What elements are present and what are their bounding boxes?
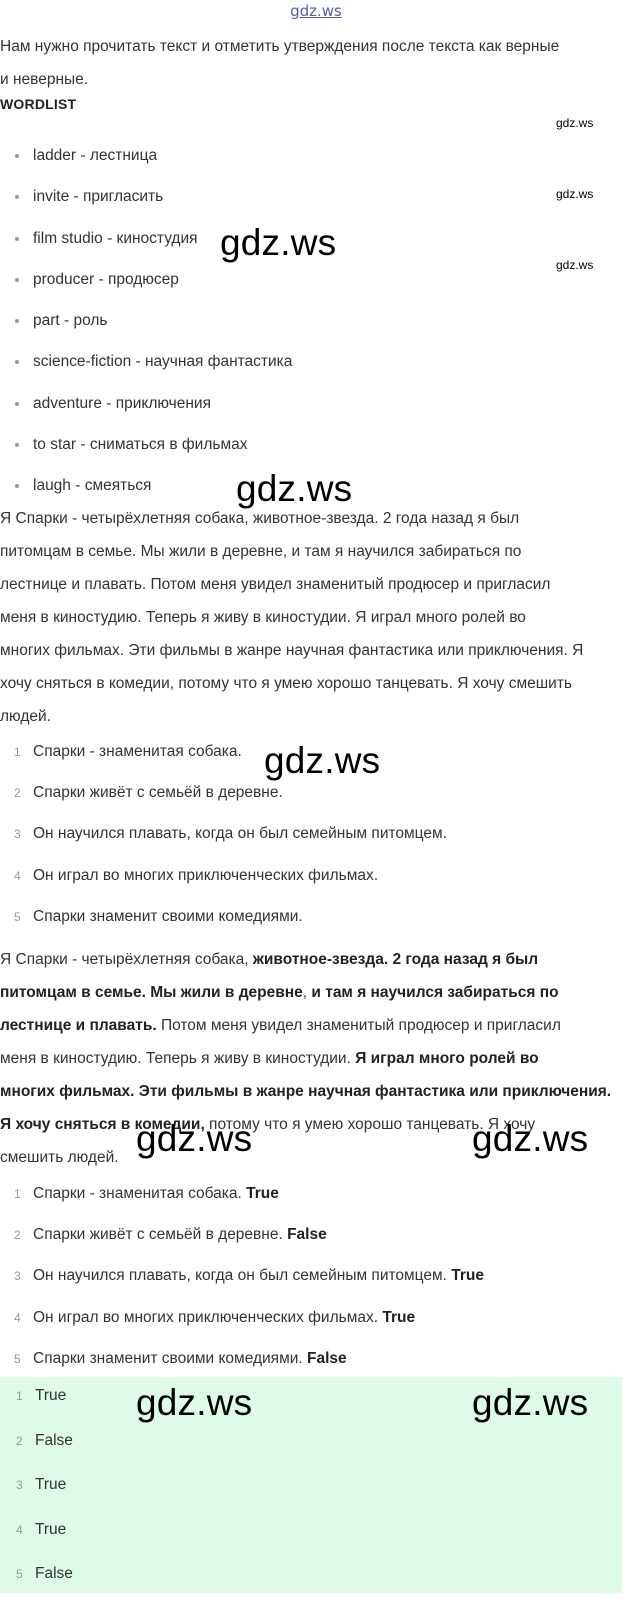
bold-fragment: животное-звезда. 2 года назад я был [252, 951, 539, 968]
answer-value: True [35, 1520, 67, 1538]
statement-item [0, 857, 447, 898]
bold-fragment: и там я научился забираться по [311, 984, 559, 1001]
answer-number: 1 [16, 1389, 23, 1403]
wordlist-item-text: part - роль [33, 312, 108, 330]
statement-number: 4 [14, 868, 21, 883]
watermark: gdz.ws [556, 116, 594, 130]
text-line [0, 1075, 628, 1108]
bullet-icon [15, 443, 19, 447]
wordlist [0, 137, 292, 509]
wordlist-item-text: laugh - смеяться [33, 477, 152, 495]
answer-number: 2 [16, 1433, 23, 1448]
statement-answer: True [451, 1267, 484, 1285]
answer-value: False [35, 1431, 73, 1449]
marked-statement-item [0, 1257, 484, 1298]
watermark: gdz.ws [236, 468, 353, 509]
text-line: многих фильмах. Эти фильмы в жанре научная фантастика или приключения. Я [0, 642, 584, 659]
bullet-icon [15, 319, 19, 323]
wordlist-item [0, 137, 292, 178]
statement-text: Он играл во многих приключенческих фильмах. [33, 866, 379, 884]
marked-statement-item [0, 1340, 484, 1381]
intro-line: Нам нужно прочитать текст и отметить утверждения после текста как верные [0, 38, 560, 55]
plain-fragment: Я Спарки - четырёхлетняя собака, [0, 951, 253, 968]
bold-fragment: Я хочу сняться в комедии, [0, 1116, 205, 1133]
bullet-icon [15, 484, 19, 488]
wordlist-item-text: to star - сниматься в фильмах [33, 436, 248, 454]
bullet-icon [15, 237, 19, 241]
marked-statement-item [0, 1216, 484, 1257]
text-line [0, 943, 628, 976]
answer-item [0, 1469, 73, 1514]
watermark: gdz.ws [556, 187, 594, 201]
statement-item [0, 898, 447, 939]
watermark: gdz.ws [136, 1118, 253, 1159]
answer-value: True [35, 1476, 67, 1493]
answers-list [0, 1380, 73, 1603]
text-line: лестнице и плавать. Потом меня увидел знаменитый продюсер и пригласил [0, 576, 551, 593]
wordlist-item-text: film studio - киностудия [33, 229, 198, 247]
intro-line: и неверные. [0, 71, 89, 88]
wordlist-item [0, 261, 292, 302]
watermark: gdz.ws [220, 222, 337, 263]
answer-item [0, 1425, 73, 1470]
watermark: gdz.ws [472, 1382, 589, 1423]
bullet-icon [15, 154, 19, 158]
statement-number: 4 [14, 1310, 21, 1325]
text-line: Я Спарки - четырёхлетняя собака, животное-звезда. 2 года назад я был [0, 510, 520, 527]
wordlist-item-text: adventure - приключения [33, 394, 211, 412]
top-watermark-link[interactable]: gdz.ws [290, 2, 342, 20]
plain-fragment: Потом меня увидел знаменитый продюсер и пригласил [156, 1017, 561, 1034]
wordlist-item-text: science-fiction - научная фантастика [33, 353, 293, 371]
answer-value: False [35, 1565, 73, 1582]
statement-text: Спарки знаменит своими комедиями. [33, 1349, 308, 1367]
statement-text: Он научился плавать, когда он был семейным питомцем. [33, 825, 447, 843]
marked-statement-item [0, 1299, 484, 1340]
plain-fragment: меня в киностудию. Теперь я живу в киностудии. [0, 1050, 356, 1067]
bullet-icon [15, 195, 19, 199]
bold-fragment: Я играл много ролей во [355, 1050, 539, 1067]
text-line [0, 1042, 628, 1075]
statement-number: 3 [14, 827, 21, 842]
statement-answer: False [307, 1349, 347, 1367]
wordlist-heading: WORDLIST [0, 96, 77, 112]
wordlist-item-text: invite - пригласить [33, 188, 164, 206]
bold-fragment: лестнице и плавать. [0, 1017, 157, 1034]
bold-fragment: питомцам в семье. Мы жили в деревне [0, 984, 303, 1001]
statement-answer: True [246, 1185, 279, 1202]
statement-text: Спарки живёт с семьёй в деревне. [33, 1226, 288, 1244]
wordlist-item [0, 385, 292, 426]
statement-text: Он играл во многих приключенческих фильмах. [33, 1308, 383, 1326]
text-line: питомцам в семье. Мы жили в деревне, и там я научился забираться по [0, 543, 522, 560]
wordlist-item-text: producer - продюсер [33, 270, 179, 288]
statement-number: 5 [14, 1351, 21, 1366]
statement-number: 1 [14, 1187, 21, 1201]
text-line [0, 1009, 628, 1042]
answer-value: True [35, 1387, 67, 1404]
text-line: людей. [0, 708, 51, 725]
reading-text [0, 502, 628, 733]
statement-text: Спарки - знаменитая собака. [33, 1185, 247, 1202]
answer-item [0, 1514, 73, 1559]
statement-number: 1 [14, 745, 21, 759]
text-line: хочу сняться в комедии, потому что я умею хорошо танцевать. Я хочу смешить [0, 675, 572, 692]
watermark: gdz.ws [136, 1382, 253, 1423]
marked-statements-list [0, 1175, 484, 1381]
statement-item [0, 815, 447, 856]
wordlist-item-text: ladder - лестница [33, 147, 158, 164]
wordlist-item [0, 178, 292, 219]
bullet-icon [15, 402, 19, 406]
wordlist-item [0, 302, 292, 343]
text-line [0, 976, 628, 1009]
bullet-icon [15, 278, 19, 282]
statement-text: Он научился плавать, когда он был семейным питомцем. [33, 1267, 452, 1285]
answer-number: 3 [16, 1478, 23, 1492]
plain-fragment: потому что я умею хорошо танцевать. Я хочу [204, 1116, 536, 1133]
answer-item [0, 1558, 73, 1603]
answer-number: 5 [16, 1567, 23, 1581]
statement-text: Спарки знаменит своими комедиями. [33, 907, 303, 925]
answer-item [0, 1380, 73, 1425]
watermark: gdz.ws [264, 740, 381, 781]
marked-statement-item [0, 1175, 484, 1216]
plain-fragment: , [302, 984, 312, 1001]
wordlist-item [0, 343, 292, 384]
statement-number: 5 [14, 909, 21, 924]
text-line: меня в киностудию. Теперь я живу в киностудии. Я играл много ролей во [0, 609, 526, 626]
statement-number: 3 [14, 1269, 21, 1284]
answer-number: 4 [16, 1522, 23, 1537]
intro-text [0, 30, 632, 96]
statement-text: Спарки - знаменитая собака. [33, 743, 242, 760]
watermark: gdz.ws [472, 1118, 589, 1159]
statement-answer: False [287, 1226, 327, 1244]
bullet-icon [15, 360, 19, 364]
statement-answer: True [382, 1308, 416, 1326]
watermark: gdz.ws [556, 258, 594, 272]
statement-number: 2 [14, 786, 21, 801]
statement-number: 2 [14, 1228, 21, 1243]
plain-fragment: смешить людей. [0, 1149, 119, 1166]
bold-fragment: многих фильмах. Эти фильмы в жанре научная фантастика или приключения. [0, 1083, 612, 1100]
statement-text: Спарки живёт с семьёй в деревне. [33, 784, 283, 802]
wordlist-item [0, 426, 292, 467]
